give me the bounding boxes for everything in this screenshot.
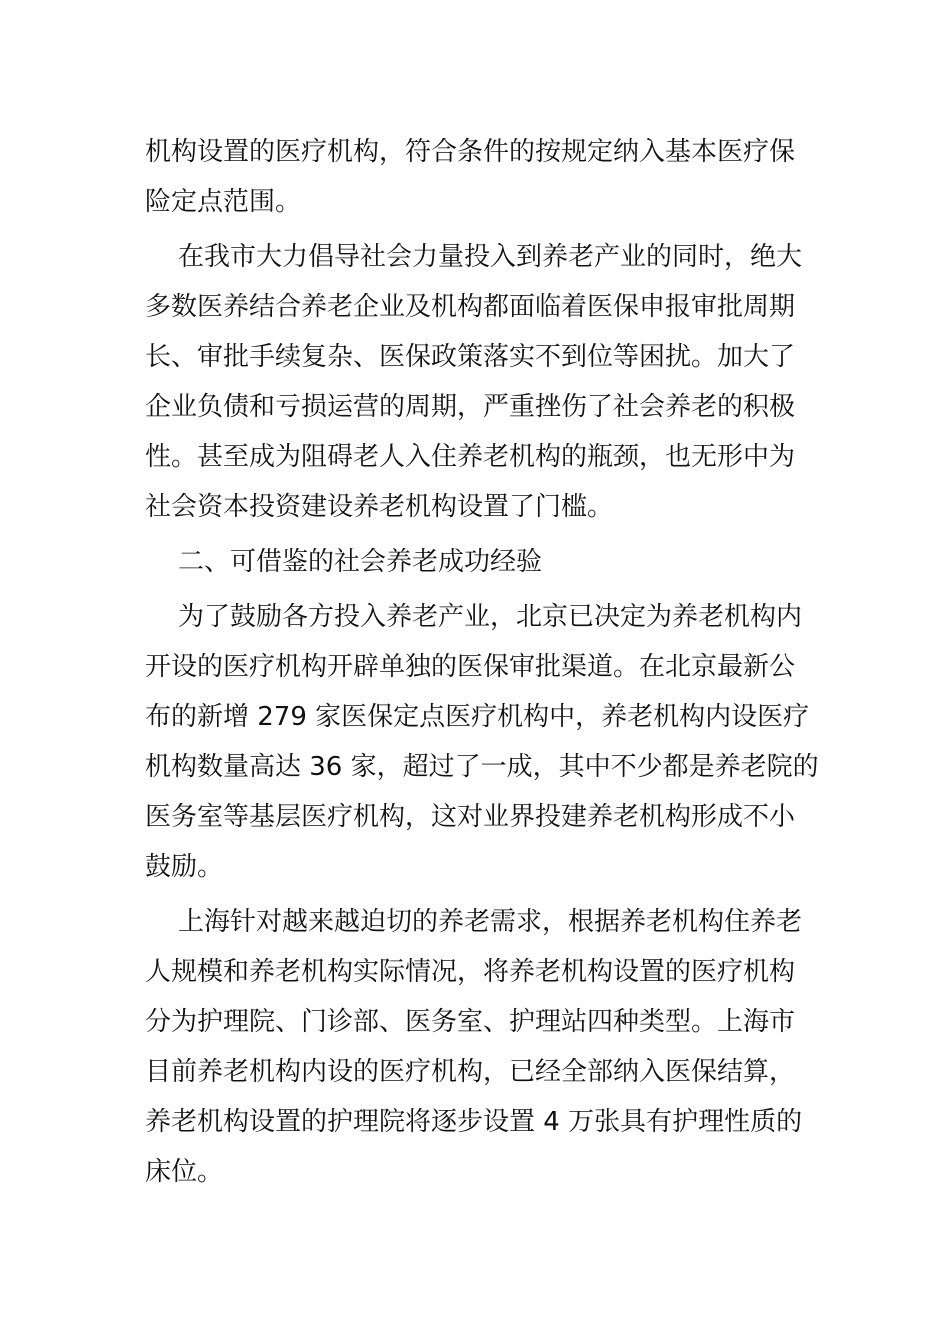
paragraph-3-line-3: 布的新增 279 家医保定点医疗机构中，养老机构内设医疗 bbox=[145, 702, 810, 732]
section-heading: 二、可借鉴的社会养老成功经验 bbox=[178, 547, 543, 577]
paragraph-1-line-1: 机构设置的医疗机构，符合条件的按规定纳入基本医疗保 bbox=[145, 137, 796, 167]
paragraph-2-line-1: 在我市大力倡导社会力量投入到养老产业的同时，绝大 bbox=[178, 242, 803, 272]
paragraph-3-line-2: 开设的医疗机构开辟单独的医保审批渠道。在北京最新公 bbox=[145, 652, 796, 682]
paragraph-3-line-1: 为了鼓励各方投入养老产业，北京已决定为养老机构内 bbox=[178, 602, 803, 632]
paragraph-4-line-3: 分为护理院、门诊部、医务室、护理站四种类型。上海市 bbox=[145, 1007, 796, 1037]
paragraph-4-line-1: 上海针对越来越迫切的养老需求，根据养老机构住养老 bbox=[178, 907, 803, 937]
paragraph-3-line-4: 机构数量高达 36 家，超过了一成，其中不少都是养老院的 bbox=[145, 752, 819, 782]
paragraph-3-line-5: 医务室等基层医疗机构，这对业界投建养老机构形成不小 bbox=[145, 802, 796, 832]
paragraph-3-line-6: 鼓励。 bbox=[145, 852, 224, 882]
paragraph-2-line-4: 企业负债和亏损运营的周期，严重挫伤了社会养老的积极 bbox=[145, 392, 796, 422]
paragraph-2-line-3: 长、审批手续复杂、医保政策落实不到位等困扰。加大了 bbox=[145, 342, 796, 372]
paragraph-2-line-6: 社会资本投资建设养老机构设置了门槛。 bbox=[145, 492, 614, 522]
paragraph-4-line-2: 人规模和养老机构实际情况，将养老机构设置的医疗机构 bbox=[145, 957, 796, 987]
paragraph-2-line-2: 多数医养结合养老企业及机构都面临着医保申报审批周期 bbox=[145, 292, 796, 322]
paragraph-4-line-5: 养老机构设置的护理院将逐步设置 4 万张具有护理性质的 bbox=[145, 1107, 803, 1137]
paragraph-1-line-2: 险定点范围。 bbox=[145, 187, 302, 217]
paragraph-4-line-4: 目前养老机构内设的医疗机构，已经全部纳入医保结算， bbox=[145, 1057, 796, 1087]
paragraph-2-line-5: 性。甚至成为阻碍老人入住养老机构的瓶颈，也无形中为 bbox=[145, 442, 796, 472]
paragraph-4-line-6: 床位。 bbox=[145, 1157, 224, 1187]
